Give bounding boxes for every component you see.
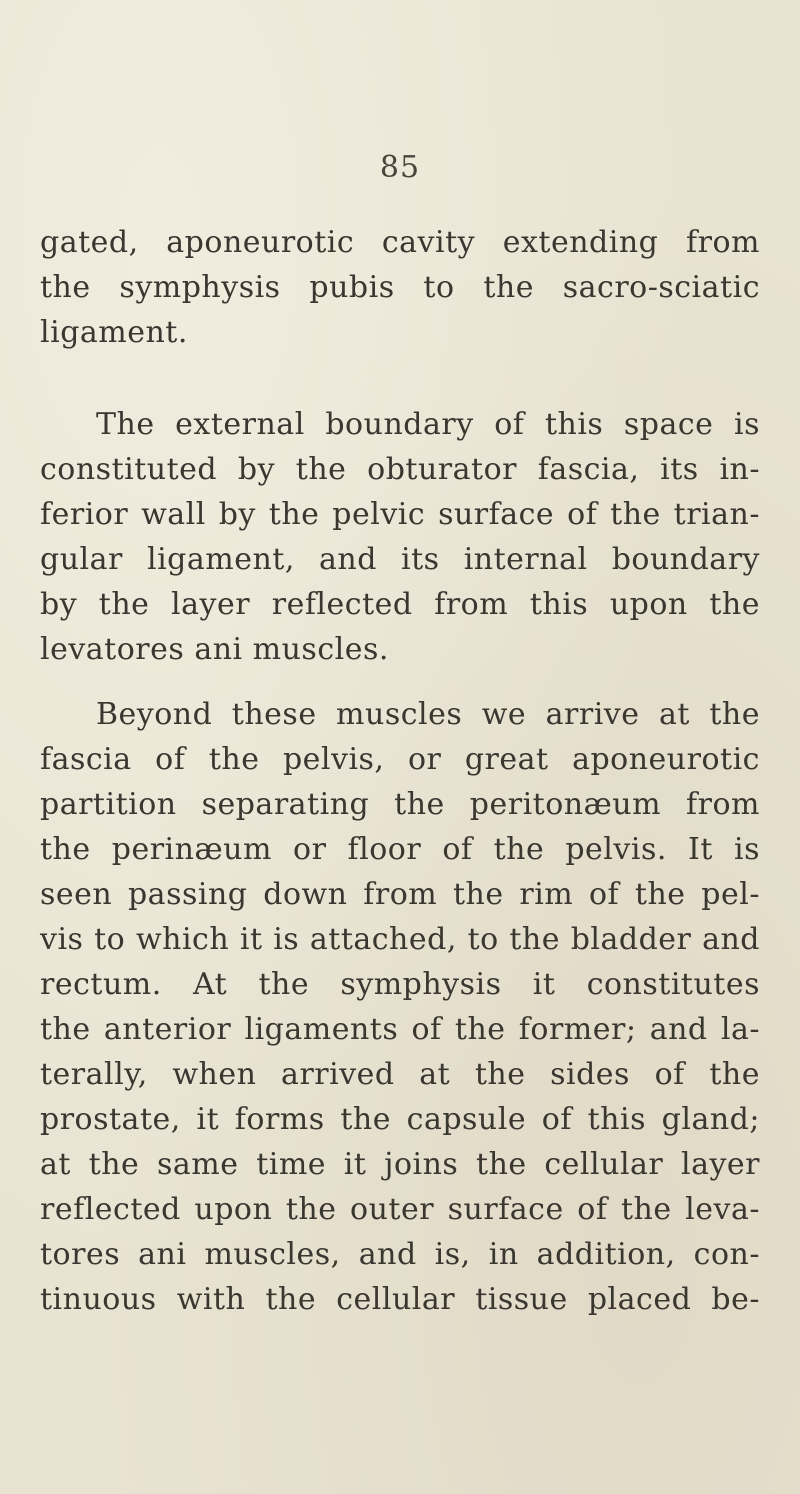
text-line: gated, aponeurotic cavity extending from (40, 225, 760, 260)
text-line: terally, when arrived at the sides of the (40, 1057, 760, 1092)
text-line: at the same time it joins the cellular layer (40, 1147, 760, 1182)
paragraph-2 (40, 402, 760, 672)
text-line: tores ani muscles, and is, in addition, con- (40, 1237, 760, 1272)
paragraph-1 (40, 220, 760, 355)
text-line: prostate, it forms the capsule of this gland; (40, 1102, 760, 1137)
text-line: Beyond these muscles we arrive at the (96, 697, 760, 732)
text-line: the symphysis pubis to the sacro-sciatic (40, 270, 760, 305)
text-line: rectum. At the symphysis it constitutes (40, 967, 760, 1002)
page-number: 85 (379, 150, 421, 185)
text-line: ferior wall by the pelvic surface of the trian- (40, 497, 760, 532)
paragraph-3 (40, 692, 760, 1322)
text-line: vis to which it is attached, to the bladder and (40, 922, 760, 957)
text-line: levatores ani muscles. (40, 632, 389, 667)
text-line: tinuous with the cellular tissue placed be- (40, 1282, 760, 1317)
text-line: gular ligament, and its internal boundary (40, 542, 760, 577)
text-line: constituted by the obturator fascia, its in- (40, 452, 760, 487)
text-line: the perinæum or floor of the pelvis. It is (40, 832, 760, 867)
text-line: the anterior ligaments of the former; and la- (40, 1012, 760, 1047)
text-line: seen passing down from the rim of the pel- (40, 877, 760, 912)
text-line: fascia of the pelvis, or great aponeurotic (40, 742, 760, 777)
text-line: partition separating the peritonæum from (40, 787, 760, 822)
text-line: reflected upon the outer surface of the leva- (40, 1192, 760, 1227)
text-line: by the layer reflected from this upon the (40, 587, 760, 622)
text-line: ligament. (40, 315, 188, 350)
text-line: The external boundary of this space is (96, 407, 760, 442)
